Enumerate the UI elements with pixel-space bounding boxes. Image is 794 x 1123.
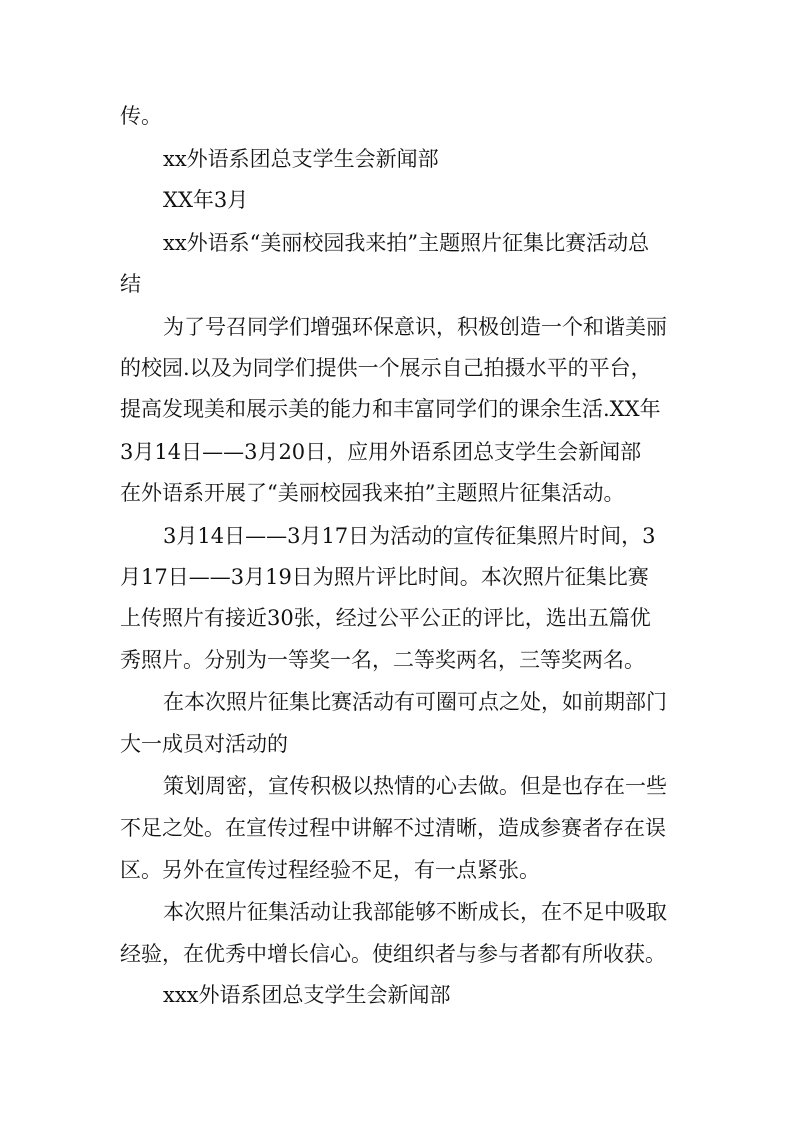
text-line: xxx外语系团总支学生会新闻部	[163, 983, 451, 1007]
text-line: 的校园.以及为同学们提供一个展示自己拍摄水平的平台，	[120, 356, 652, 380]
text-line: 不足之处。在宣传过程中讲解不过清晰，造成参赛者存在误	[120, 816, 666, 840]
text-line: xx外语系团总支学生会新闻部	[163, 147, 439, 171]
text-line: 月17日——3月19日为照片评比时间。本次照片征集比赛	[120, 565, 649, 589]
text-line: 提高发现美和展示美的能力和丰富同学们的课余生活.XX年	[120, 397, 661, 421]
text-line: 策划周密，宣传积极以热情的心去做。但是也存在一些	[163, 774, 667, 798]
text-line: 结	[120, 272, 141, 296]
text-line: 传。	[120, 104, 162, 128]
text-line: 大一成员对活动的	[120, 732, 288, 756]
text-line: 经验，在优秀中增长信心。使组织者与参与者都有所收获。	[120, 942, 666, 966]
text-line: 秀照片。分别为一等奖一名，二等奖两名，三等奖两名。	[120, 648, 645, 672]
text-line: xx外语系“美丽校园我来拍”主题照片征集比赛活动总	[163, 231, 650, 255]
text-line: 为了号召同学们增强环保意识，积极创造一个和谐美丽	[163, 315, 667, 339]
text-line: 上传照片有接近30张，经过公平公正的评比，选出五篇优	[120, 606, 651, 630]
text-line: 在本次照片征集比赛活动有可圈可点之处，如前期部门	[163, 690, 667, 714]
text-line: 3月14日——3月17日为活动的宣传征集照片时间，3	[163, 524, 656, 548]
text-line: 3月14日——3月20日，应用外语系团总支学生会新闻部	[120, 440, 642, 464]
text-line: 本次照片征集活动让我部能够不断成长，在不足中吸取	[163, 900, 667, 924]
text-line: 在外语系开展了“美丽校园我来拍”主题照片征集活动。	[120, 481, 625, 505]
text-line: XX年3月	[163, 188, 249, 212]
text-line: 区。另外在宣传过程经验不足，有一点紧张。	[120, 858, 540, 882]
